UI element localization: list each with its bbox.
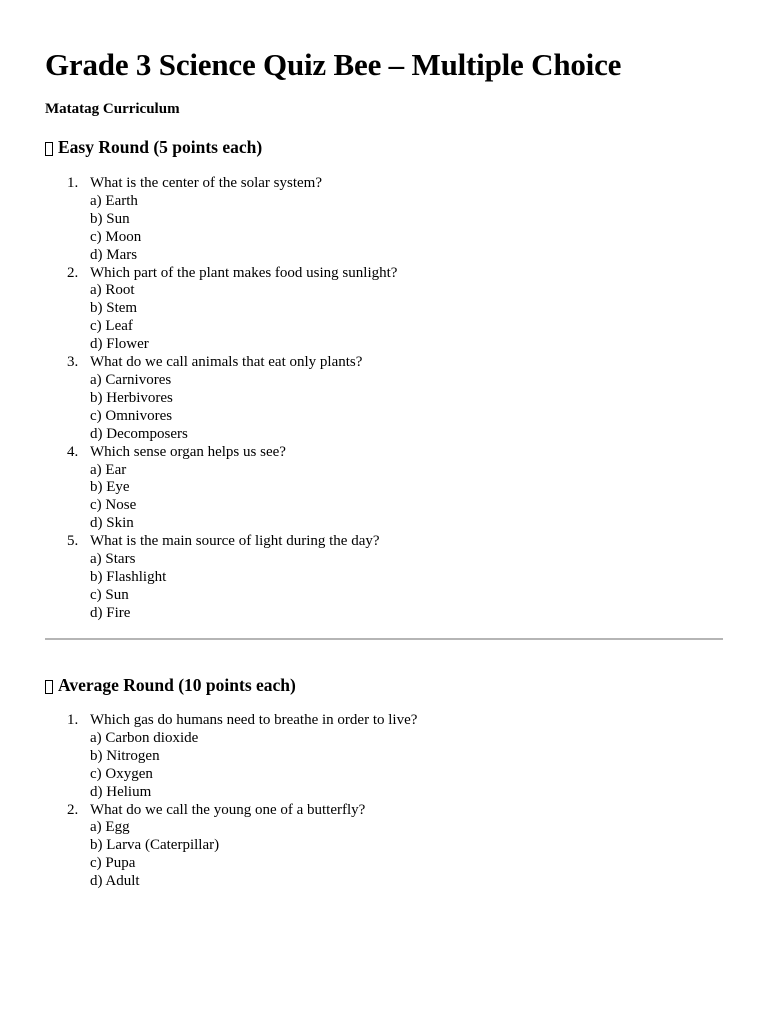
question-number: 2. [67,801,79,818]
question-item [45,354,723,444]
answer-choice: a) Stars [90,551,136,568]
question-item [45,802,723,892]
answer-choice: b) Flashlight [90,568,167,585]
answer-choice: c) Leaf [90,318,133,335]
answer-choice: c) Nose [90,497,137,514]
section-heading-easy-round [45,137,262,158]
question-number: 5. [67,533,79,550]
answer-choice: d) Skin [90,515,134,532]
answer-choice: b) Eye [90,479,130,496]
section-heading-average-round [45,675,296,696]
question-item [45,175,723,265]
box-icon [45,680,53,694]
answer-choice: a) Root [90,282,135,299]
question-number: 1. [67,175,79,191]
question-item [45,444,723,534]
answer-choice: a) Carnivores [90,371,172,388]
answer-choice: c) Oxygen [90,765,153,782]
answer-choice: d) Helium [90,783,152,800]
answer-choice: d) Flower [90,336,149,353]
answer-choice: d) Adult [90,873,140,890]
answer-choice: b) Nitrogen [90,747,160,764]
question-number: 1. [67,712,79,728]
answer-choice: b) Herbivores [90,389,173,406]
document-subtitle: Matatag Curriculum [45,101,180,117]
answer-choice: c) Moon [90,228,142,245]
section-heading-label: Easy Round (5 points each) [58,137,263,157]
answer-choice: c) Pupa [90,855,136,872]
answer-choice: a) Earth [90,192,138,209]
question-number: 3. [67,354,79,371]
document-title: Grade 3 Science Quiz Bee – Multiple Choice [45,47,622,82]
question-text: Which gas do humans need to breathe in order to live? [90,712,418,728]
question-number: 4. [67,443,79,460]
question-text: What is the main source of light during the day? [90,533,380,550]
question-list-average-round [45,712,723,891]
box-icon [45,142,53,156]
answer-choice: d) Fire [90,604,131,621]
answer-choice: b) Stem [90,300,138,317]
section-heading-label: Average Round (10 points each) [58,675,296,695]
answer-choice: c) Omnivores [90,407,173,424]
answer-choice: a) Egg [90,819,130,836]
section-divider [45,638,723,640]
answer-choice: b) Sun [90,210,130,227]
question-item [45,712,723,802]
answer-choice: a) Carbon dioxide [90,729,199,746]
question-text: What do we call animals that eat only plants? [90,354,363,371]
answer-choice: d) Decomposers [90,425,188,442]
question-text: What do we call the young one of a butterfly? [90,801,366,818]
question-text: Which part of the plant makes food using sunlight? [90,264,398,281]
question-item [45,533,723,623]
answer-choice: a) Ear [90,461,127,478]
question-list-easy-round [45,175,723,623]
question-item [45,265,723,355]
question-text: Which sense organ helps us see? [90,443,286,460]
answer-choice: c) Sun [90,586,129,603]
question-text: What is the center of the solar system? [90,175,323,191]
answer-choice: d) Mars [90,246,138,263]
answer-choice: b) Larva (Caterpillar) [90,837,220,854]
question-number: 2. [67,264,79,281]
